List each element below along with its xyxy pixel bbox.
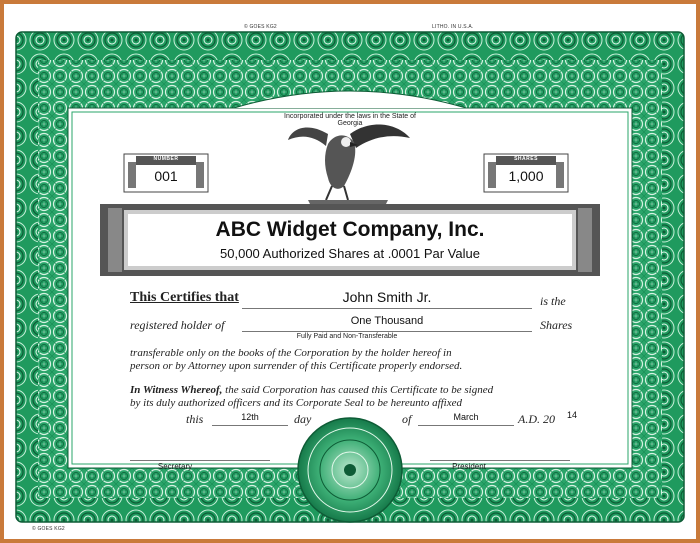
company-name: ABC Widget Company, Inc. xyxy=(215,218,485,241)
incorporation-state: Georgia xyxy=(337,120,363,127)
is-the-label: is the xyxy=(540,294,566,308)
authorized-shares: 50,000 Authorized Shares at .0001 Par Value xyxy=(220,246,480,261)
certifies-label: This Certifies that xyxy=(130,290,239,305)
month-value: March xyxy=(453,412,479,422)
year-value: 14 xyxy=(567,410,578,420)
secretary-label: Secretary xyxy=(157,462,193,471)
day-word: day xyxy=(294,412,312,426)
shares-amount: One Thousand xyxy=(350,315,424,327)
secretary-signature-line xyxy=(130,460,270,461)
copyright-note-bottom: © GOES KG2 xyxy=(32,526,65,532)
day-line xyxy=(212,425,288,426)
president-label: President xyxy=(452,462,486,471)
transfer-line-2: person or by Attorney upon surrender of this Certificate properly endorsed. xyxy=(130,360,463,372)
shares-word: Shares xyxy=(540,318,573,332)
number-label: NUMBER xyxy=(153,156,179,162)
this-word: this xyxy=(186,412,204,426)
holder-name: John Smith Jr. xyxy=(342,289,432,305)
transfer-clause xyxy=(130,347,580,373)
shares-count: 1,000 xyxy=(508,168,544,184)
incorporation-statement xyxy=(266,113,434,127)
witness-clause xyxy=(130,384,600,410)
day-value: 12th xyxy=(241,412,259,422)
president-signature-line xyxy=(430,460,570,461)
shares-amount-line xyxy=(242,331,532,332)
month-line xyxy=(418,425,514,426)
holder-line xyxy=(242,308,532,309)
certificate-border xyxy=(4,4,696,539)
witness-line-1 xyxy=(130,384,600,397)
witness-whereof: In Witness Whereof, xyxy=(130,384,223,396)
litho-note: LITHO. IN U.S.A. xyxy=(432,24,474,30)
of-word: of xyxy=(402,412,412,426)
shares-label: SHARES xyxy=(514,156,538,162)
incorporation-line: Incorporated under the laws in the State of xyxy=(284,113,416,120)
witness-line-1-rest: the said Corporation has caused this Certificate to be signed xyxy=(222,384,494,396)
ad-word: A.D. 20 xyxy=(518,412,555,426)
copyright-note-top: © GOES KG2 xyxy=(244,24,277,30)
witness-line-2: by its duly authorized officers and its Corporate Seal to be hereunto affixed xyxy=(130,397,462,409)
fully-paid-note: Fully Paid and Non-Transferable xyxy=(296,333,398,340)
certificate-number: 001 xyxy=(154,168,178,184)
certificate-sheet xyxy=(4,4,696,539)
registered-holder-label: registered holder of xyxy=(130,318,225,332)
transfer-line-1: transferable only on the books of the Corporation by the holder hereof in xyxy=(130,347,452,359)
